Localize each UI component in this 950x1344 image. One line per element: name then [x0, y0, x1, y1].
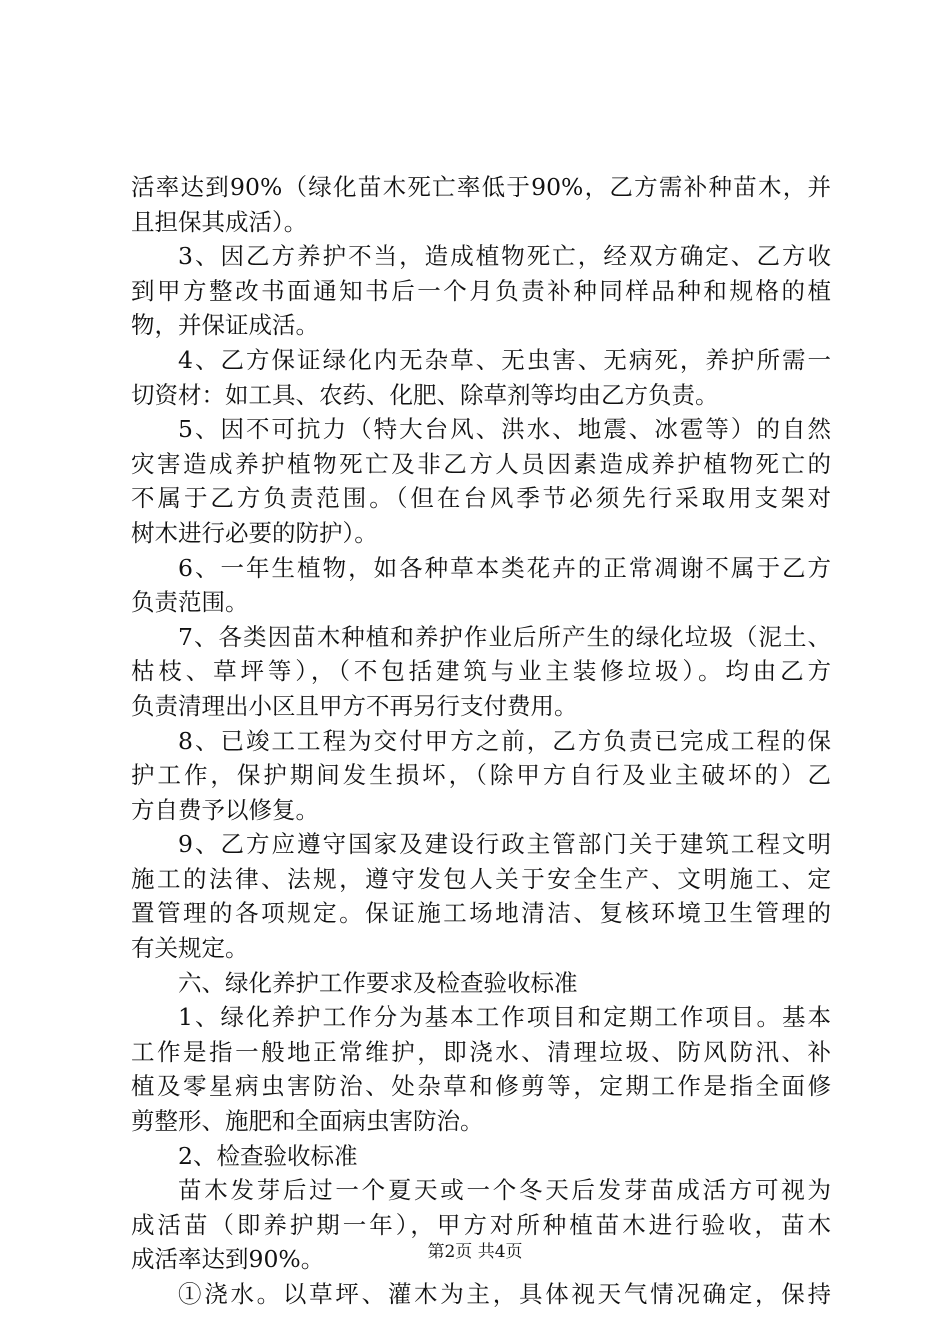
text-line: 施工的法律、法规，遵守发包人关于安全生产、文明施工、定 — [131, 864, 831, 893]
text-line: 植及零星病虫害防治、处杂草和修剪等，定期工作是指全面修 — [131, 1072, 831, 1101]
text-line: 成活率达到90%。 — [131, 1245, 325, 1274]
text-line: 苗木发芽后过一个夏天或一个冬天后发芽苗成活方可视为 — [178, 1176, 831, 1205]
text-line: 且担保其成活）。 — [131, 207, 308, 236]
text-line: 灾害造成养护植物死亡及非乙方人员因素造成养护植物死亡的 — [131, 449, 831, 478]
text-line: 3、因乙方养护不当，造成植物死亡，经双方确定、乙方收 — [178, 242, 831, 271]
text-line: 工作是指一般地正常维护，即浇水、清理垃圾、防风防汛、补 — [131, 1037, 831, 1066]
text-line: 2、检查验收标准 — [178, 1141, 358, 1170]
page-footer: 第2页 共4页 — [427, 1242, 523, 1262]
text-line: 8、已竣工工程为交付甲方之前，乙方负责已完成工程的保 — [178, 726, 831, 755]
text-line: 负责范围。 — [131, 588, 249, 617]
text-line: 5、因不可抗力（特大台风、洪水、地震、冰雹等）的自然 — [178, 415, 831, 444]
text-line: 方自费予以修复。 — [131, 795, 319, 824]
text-line: 剪整形、施肥和全面病虫害防治。 — [131, 1107, 484, 1136]
text-line: 到甲方整改书面通知书后一个月负责补种同样品种和规格的植 — [131, 276, 831, 305]
text-line: 负责清理出小区且甲方不再另行支付费用。 — [131, 691, 578, 720]
text-line: 六、绿化养护工作要求及检查验收标准 — [178, 968, 578, 997]
document-body — [131, 170, 831, 1312]
text-line: 置管理的各项规定。保证施工场地清洁、复核环境卫生管理的 — [131, 899, 831, 928]
text-line: 6、一年生植物，如各种草本类花卉的正常凋谢不属于乙方 — [178, 553, 831, 582]
text-line: 9、乙方应遵守国家及建设行政主管部门关于建筑工程文明 — [178, 830, 831, 859]
text-line: 有关规定。 — [131, 934, 249, 963]
text-line: 护工作，保护期间发生损坏，（除甲方自行及业主破坏的）乙 — [131, 761, 831, 790]
text-line: 物，并保证成活。 — [131, 311, 319, 340]
text-line: 活率达到90%（绿化苗木死亡率低于90%，乙方需补种苗木，并 — [131, 173, 831, 201]
text-line: 成活苗（即养护期一年），甲方对所种植苗木进行验收，苗木 — [131, 1210, 831, 1239]
text-line: 7、各类因苗木种植和养护作业后所产生的绿化垃圾（泥土、 — [178, 622, 831, 651]
text-line: 不属于乙方负责范围。（但在台风季节必须先行采取用支架对 — [131, 484, 831, 513]
text-line: 树木进行必要的防护）。 — [131, 518, 378, 547]
text-line: 切资材：如工具、农药、化肥、除草剂等均由乙方负责。 — [131, 380, 719, 409]
text-line: ①浇水。以草坪、灌木为主，具体视天气情况确定，保持 — [178, 1280, 831, 1308]
text-line: 1、绿化养护工作分为基本工作项目和定期工作项目。基本 — [178, 1003, 831, 1032]
text-line: 枯枝、草坪等），（不包括建筑与业主装修垃圾）。均由乙方 — [131, 657, 831, 686]
text-line: 4、乙方保证绿化内无杂草、无虫害、无病死，养护所需一 — [178, 345, 831, 374]
